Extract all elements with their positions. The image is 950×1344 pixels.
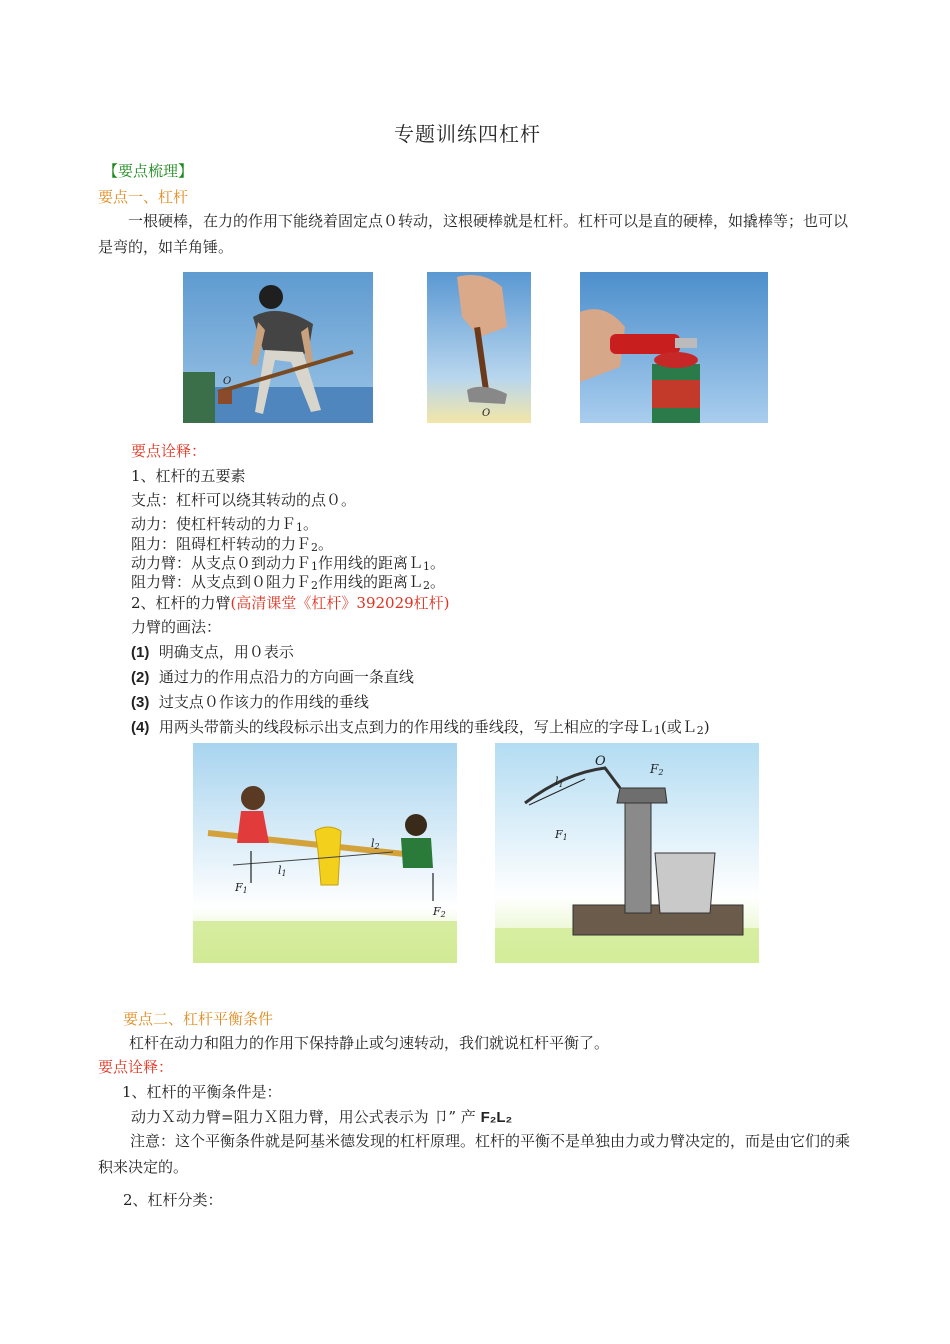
effort-arm-c: 。: [430, 554, 446, 572]
arm-heading: [131, 592, 450, 613]
seesaw-l2-label: l2: [371, 837, 380, 851]
resistance-sub: 2: [311, 541, 319, 554]
pump-f1-label: F1: [555, 828, 568, 842]
resist-arm-definition: [131, 571, 445, 592]
step-4-sub2: 2: [696, 724, 704, 737]
arm-heading-link[interactable]: (高清课堂《杠杆》392029杠杆): [230, 594, 450, 612]
photo-crowbar: [183, 272, 373, 423]
pump-f2-label: F2: [650, 762, 664, 777]
effort-arm-a: 动力臂：从支点０到动力Ｆ: [131, 554, 312, 572]
outline-heading: 【要点梳理】: [103, 162, 194, 180]
page-title: 专题训练四杠杆: [394, 122, 541, 146]
arm-heading-text: 2、杠杆的力臂: [131, 594, 231, 612]
hammer-o-label: O: [482, 408, 491, 419]
balance-formula-text: 动力Ｘ动力臂=阻力Ｘ阻力臂，用公式表示为 卩” 产: [131, 1108, 476, 1126]
step-1-text: 明确支点，用０表示: [158, 643, 294, 661]
balance-definition: 杠杆在动力和阻力的作用下保持静止或匀速转动，我们就说杠杆平衡了。: [129, 1034, 610, 1052]
five-elements-heading: 1、杠杆的五要素: [131, 467, 246, 485]
balance-condition-heading: 1、杠杆的平衡条件是：: [122, 1083, 282, 1101]
section-heading-balance: 要点二、杠杆平衡条件: [123, 1010, 274, 1028]
resist-arm-c: 。: [430, 573, 446, 591]
step-4-b: (或Ｌ: [660, 718, 697, 736]
pump-o-label: O: [595, 754, 606, 769]
seesaw-l1-label: l1: [278, 864, 287, 878]
resist-arm-b: 作用线的距离Ｌ: [318, 573, 424, 591]
figure-water-pump: [495, 743, 759, 963]
effort-arm-b: 作用线的距离Ｌ: [318, 554, 424, 572]
step-2-text: 通过力的作用点沿力的方向画一条直线: [158, 668, 414, 686]
step-3-text: 过支点０作该力的作用线的垂线: [158, 693, 369, 711]
note-heading-1: 要点诠释：: [131, 442, 207, 460]
step-4-c: ): [703, 718, 710, 736]
balance-formula-bold: F₂L₂: [480, 1109, 513, 1126]
step-2-num: (2): [131, 669, 150, 686]
effort-arm-sub2: 1: [423, 560, 431, 573]
resist-arm-sub1: 2: [311, 579, 319, 592]
pump-l1-label: l1: [555, 775, 564, 789]
step-4-a: 用两头带箭头的线段标示出支点到力的作用线的垂线段，写上相应的字母Ｌ: [158, 718, 654, 736]
drawing-method-heading: 力臂的画法：: [131, 618, 222, 636]
lever-classification-heading: 2、杠杆分类：: [123, 1191, 223, 1209]
photo-claw-hammer: [427, 272, 531, 423]
fulcrum-definition: 支点：杠杆可以绕其转动的点０。: [131, 491, 357, 509]
resist-arm-sub2: 2: [423, 579, 431, 592]
step-2: [131, 666, 414, 687]
resist-arm-a: 阻力臂：从支点到０阻力Ｆ: [131, 573, 312, 591]
resistance-end: 。: [318, 535, 334, 553]
photo-bottle-opener: [580, 272, 768, 423]
effort-text: 动力：使杠杆转动的力Ｆ: [131, 515, 297, 533]
step-1-num: (1): [131, 644, 150, 661]
step-1: [131, 641, 294, 662]
resistance-definition: [131, 533, 333, 554]
step-3: [131, 691, 369, 712]
effort-arm-sub1: 1: [311, 560, 319, 573]
resistance-text: 阻力：阻碍杠杆转动的力Ｆ: [131, 535, 312, 553]
seesaw-f2-label: F2: [433, 905, 446, 919]
seesaw-f1-label: F1: [235, 881, 248, 895]
note-heading-2: 要点诠释：: [98, 1058, 174, 1076]
section-heading-lever: 要点一、杠杆: [98, 188, 189, 206]
crowbar-o-label: O: [223, 376, 232, 387]
step-3-num: (3): [131, 694, 150, 711]
figure-seesaw: [193, 743, 457, 963]
archimedes-note: 注意：这个平衡条件就是阿基米德发现的杠杆原理。杠杆的平衡不是单独由力或力臂决定的，而是由它们的乘积来决定的。: [98, 1132, 851, 1176]
effort-end: 。: [303, 515, 319, 533]
step-4: [131, 716, 710, 737]
effort-sub: 1: [296, 521, 304, 534]
step-4-num: (4): [131, 719, 150, 736]
step-4-sub1: 1: [653, 724, 661, 737]
effort-definition: [131, 513, 318, 534]
lever-definition-paragraph: 一根硬棒，在力的作用下能绕着固定点０转动，这根硬棒就是杠杆。杠杆可以是直的硬棒，如撬棒等；也可以是弯的，如羊角锤。: [98, 212, 849, 256]
effort-arm-definition: [131, 552, 445, 573]
balance-formula: [131, 1106, 512, 1127]
